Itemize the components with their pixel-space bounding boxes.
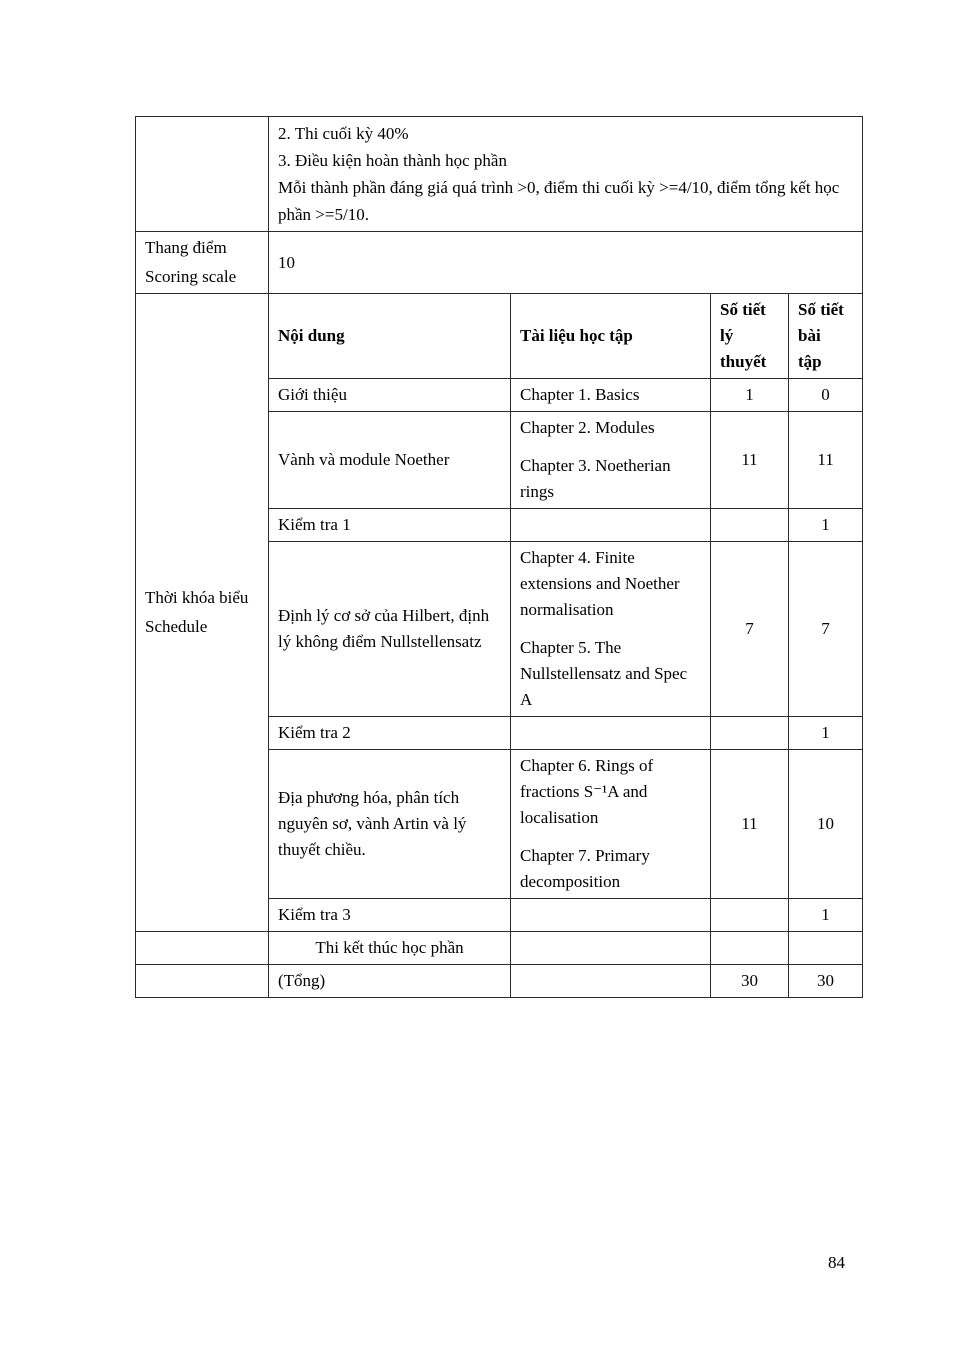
- schedule-header-row: [136, 294, 863, 379]
- scoring-scale-label-cell: [136, 232, 269, 294]
- content-cell: Kiểm tra 3: [269, 899, 511, 932]
- empty-label-cell: [136, 965, 269, 998]
- theory-periods-cell: 11: [711, 412, 789, 509]
- scoring-scale-label-line: Thang điểm: [145, 238, 227, 257]
- scoring-scale-value-cell: 10: [269, 232, 863, 294]
- total-label-cell: (Tổng): [269, 965, 511, 998]
- page-number: 84: [828, 1253, 845, 1272]
- total-exercise-cell: 30: [789, 965, 863, 998]
- material-paragraph: Chapter 3. Noetherian rings: [520, 456, 671, 501]
- exercise-periods-cell: 1: [789, 509, 863, 542]
- total-theory-cell: 30: [711, 965, 789, 998]
- exercise-periods-cell: 1: [789, 899, 863, 932]
- header-line: Tài liệu học tập: [520, 326, 633, 345]
- final-exam-row: [136, 932, 863, 965]
- header-materials: [511, 294, 711, 379]
- schedule-label-cell: [136, 294, 269, 932]
- final-exam-label-cell: Thi kết thúc học phần: [269, 932, 511, 965]
- theory-periods-cell: 7: [711, 542, 789, 717]
- theory-periods-cell: 1: [711, 379, 789, 412]
- material-paragraph: Chapter 5. The Nullstellensatz and Spec A: [520, 638, 688, 709]
- empty-label-cell: [136, 117, 269, 232]
- schedule-label-line: Schedule: [145, 617, 208, 636]
- empty-theory-cell: [711, 932, 789, 965]
- exercise-periods-cell: 10: [789, 750, 863, 899]
- content-cell: Kiểm tra 2: [269, 717, 511, 750]
- content-cell: Kiểm tra 1: [269, 509, 511, 542]
- content-cell: Giới thiệu: [269, 379, 511, 412]
- material-paragraph: Chapter 7. Primary decomposition: [520, 846, 650, 891]
- header-content: [269, 294, 511, 379]
- total-row: [136, 965, 863, 998]
- scoring-scale-label-line: Scoring scale: [145, 267, 237, 286]
- content-cell: Định lý cơ sở của Hilbert, định lý không điểm Nullstellensatz: [269, 542, 511, 717]
- materials-cell: [511, 542, 711, 717]
- exercise-periods-cell: 11: [789, 412, 863, 509]
- materials-cell: [511, 899, 711, 932]
- exercise-periods-cell: 7: [789, 542, 863, 717]
- header-line: Số tiết: [720, 300, 766, 319]
- exercise-periods-cell: 0: [789, 379, 863, 412]
- empty-exercise-cell: [789, 932, 863, 965]
- syllabus-table: [135, 116, 863, 998]
- header-line: Nội dung: [278, 326, 345, 345]
- material-paragraph: Chapter 4. Finite extensions and Noether normalisation: [520, 548, 680, 619]
- evaluation-line: 3. Điều kiện hoàn thành học phần: [278, 151, 507, 170]
- header-exercise-periods: [789, 294, 863, 379]
- material-paragraph: Chapter 6. Rings of fractions S⁻¹A and localisation: [520, 756, 654, 827]
- header-theory-periods: [711, 294, 789, 379]
- empty-materials-cell: [511, 932, 711, 965]
- theory-periods-cell: [711, 509, 789, 542]
- theory-periods-cell: 11: [711, 750, 789, 899]
- evaluation-row: [136, 117, 863, 232]
- theory-periods-cell: [711, 899, 789, 932]
- header-line: bài: [798, 326, 821, 345]
- schedule-label-line: Thời khóa biểu: [145, 588, 249, 607]
- header-line: lý: [720, 326, 734, 345]
- material-paragraph: Chapter 2. Modules: [520, 418, 655, 437]
- evaluation-line: 2. Thi cuối kỳ 40%: [278, 124, 409, 143]
- exercise-periods-cell: 1: [789, 717, 863, 750]
- header-line: Số tiết: [798, 300, 844, 319]
- content-cell: Địa phương hóa, phân tích nguyên sơ, vành Artin và lý thuyết chiều.: [269, 750, 511, 899]
- scoring-scale-row: [136, 232, 863, 294]
- theory-periods-cell: [711, 717, 789, 750]
- header-line: tập: [798, 352, 822, 371]
- materials-cell: [511, 509, 711, 542]
- materials-cell: [511, 717, 711, 750]
- empty-label-cell: [136, 932, 269, 965]
- evaluation-conditions-cell: [269, 117, 863, 232]
- header-line: thuyết: [720, 352, 767, 371]
- materials-cell: [511, 750, 711, 899]
- materials-cell: [511, 412, 711, 509]
- evaluation-line: Mỗi thành phần đáng giá quá trình >0, điểm thi cuối kỳ >=4/10, điểm tổng kết học phần >=5/10.: [278, 178, 840, 224]
- material-paragraph: Chapter 1. Basics: [520, 385, 640, 404]
- materials-cell: [511, 379, 711, 412]
- empty-materials-cell: [511, 965, 711, 998]
- content-cell: Vành và module Noether: [269, 412, 511, 509]
